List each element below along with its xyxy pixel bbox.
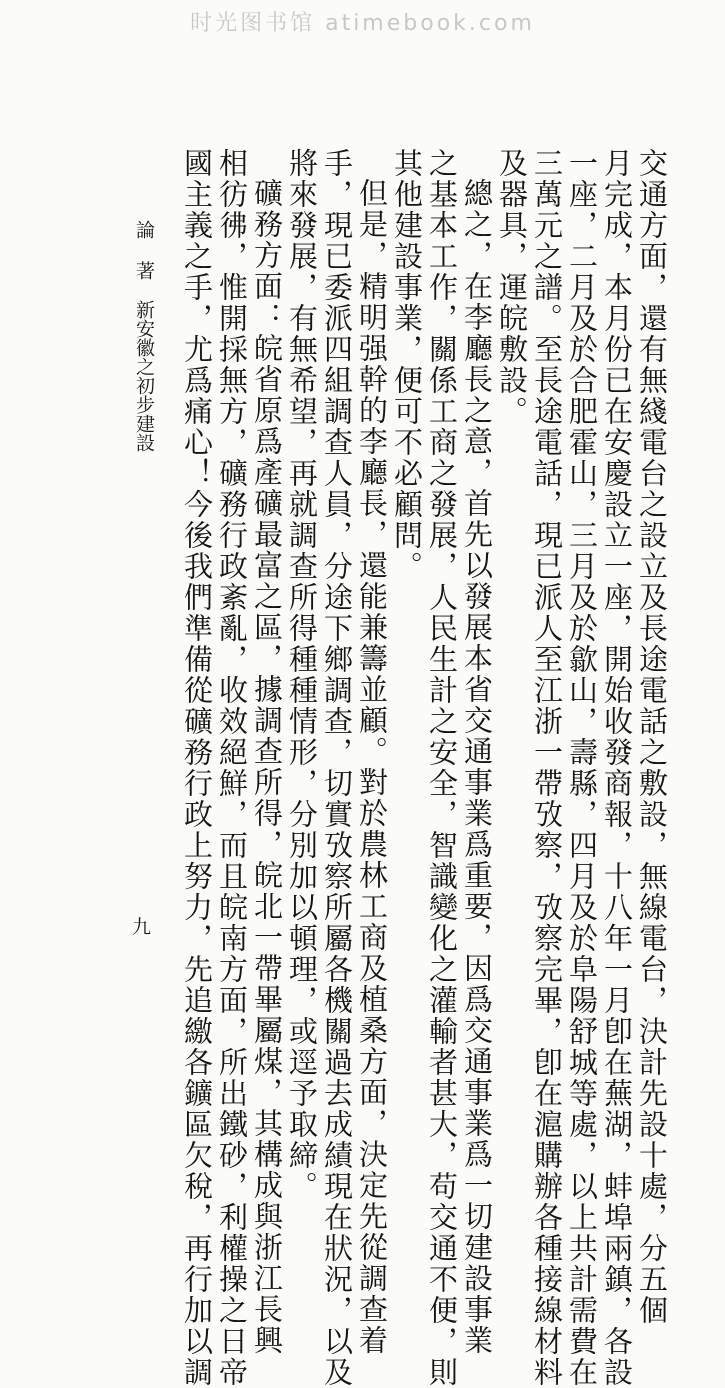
- text-column: 但是，精明强幹的李廳長，還能兼籌並顧。對於農林工商及植桑方面，決定先從調查着: [355, 178, 389, 1356]
- text-column: 交通方面，還有無綫電台之設立及長途電話之敷設，無線電台，決計先設十處，分五個: [635, 148, 669, 1326]
- watermark-text: 时光图书馆 atimebook.com: [190, 11, 535, 36]
- text-column: 其他建設事業，便可不必顧問。: [390, 148, 424, 582]
- text-column: 之基本工作，關係工商之發展，人民生計之安全，智識變化之灌輸者甚大，苟交通不便，則: [425, 148, 459, 1388]
- text-column: 將來發展，有無希望，再就調查所得種種情形，分別加以頓理，或逕予取締。: [285, 148, 319, 1202]
- page-title: 新安徽之初步建設: [133, 300, 155, 452]
- text-column: 相彷彿，惟開採無方，礦務行政紊亂，收效絕鮮，而且皖南方面，所出鐵砂，利權操之日帝: [215, 148, 249, 1388]
- text-column: 國主義之手，尤爲痛心！今後我們準備從礦務行政上努力，先追繳各鑛區欠稅，再行加以調: [180, 148, 214, 1388]
- text-column: 一座，二月及於合肥霍山，三月及於歙山，壽縣，四月及於阜陽舒城等處，以上共計需費在: [565, 148, 599, 1388]
- text-column: 及器具，運皖敷設。: [495, 148, 529, 427]
- text-column: 手，現已委派四組調查人員，分途下鄉調查，切實攷察所屬各機關過去成績現在狀況，以及: [320, 148, 354, 1388]
- text-column: 月完成，本月份已在安慶設立一座，開始收發商報，十八年一月卽在蕪湖，蚌埠兩鎮，各設: [600, 148, 634, 1388]
- text-column: 三萬元之譜。至長途電話，現已派人至江浙一帶攷察，攷察完畢，卽在滬購辦各種接線材料: [530, 148, 564, 1388]
- page-number: 九: [132, 916, 152, 938]
- text-column: 礦務方面：皖省原爲產礦最富之區，據調查所得，皖北一帶畢屬煤，其構成與浙江長興: [250, 178, 284, 1356]
- text-column: 總之，在李廳長之意，首先以發展本省交通事業爲重要，因爲交通事業爲一切建設事業: [460, 178, 494, 1356]
- section-header: 論 著: [133, 220, 155, 280]
